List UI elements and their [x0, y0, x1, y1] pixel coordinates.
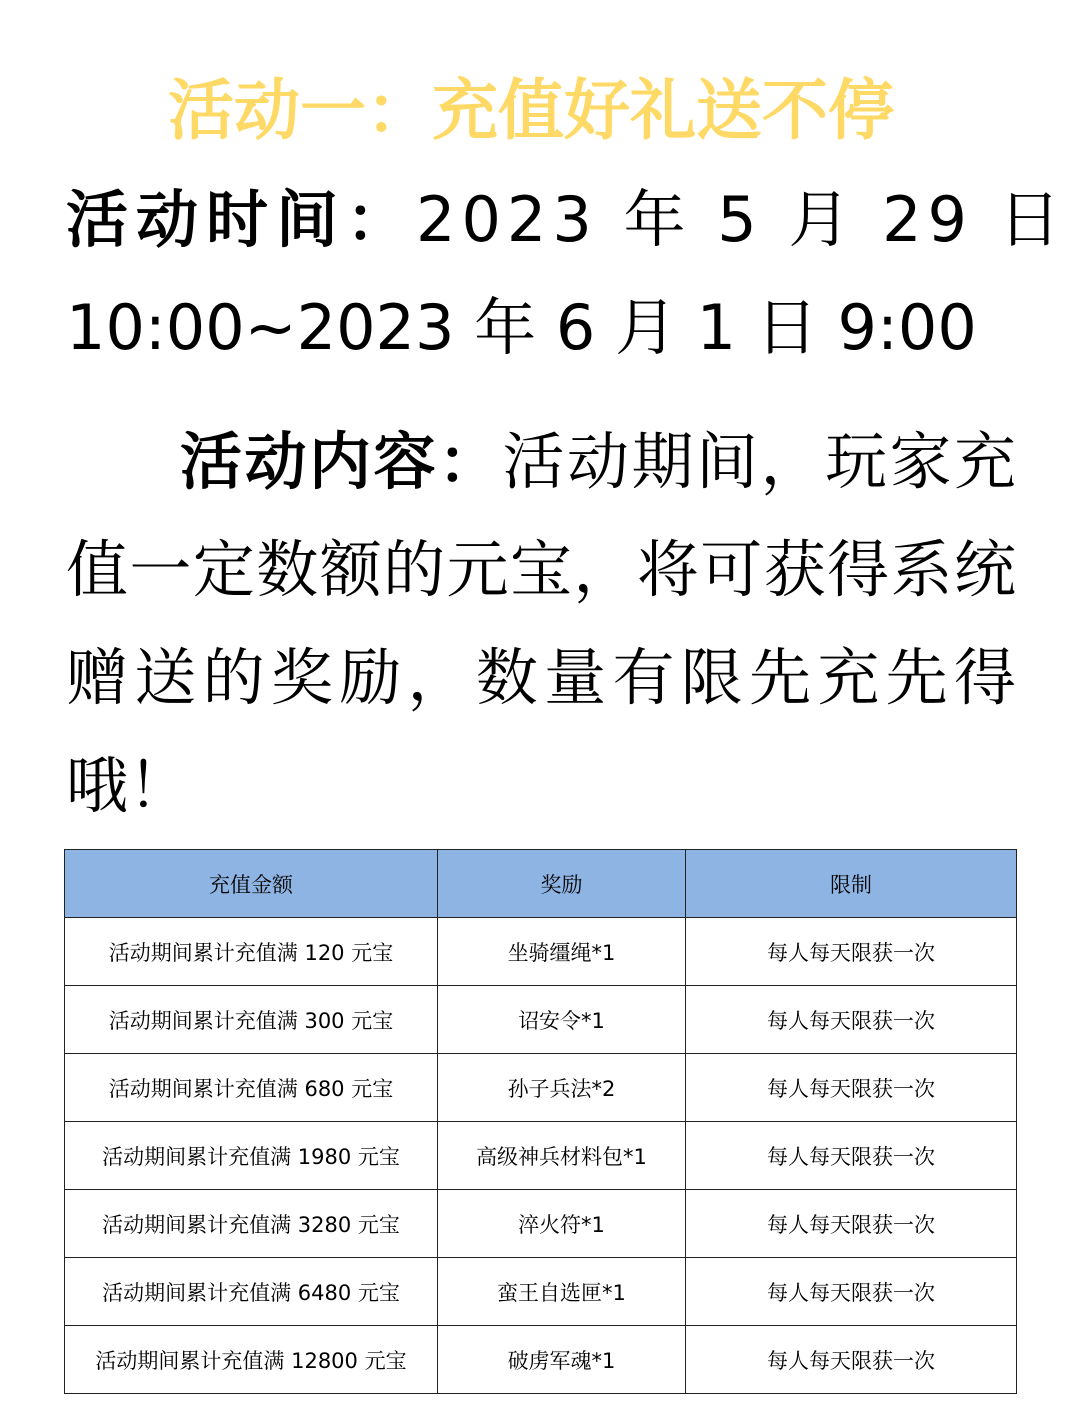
activity-time-label: 活动时间： — [66, 183, 417, 256]
cell-limit: 每人每天限获一次 — [686, 1326, 1017, 1394]
cell-reward: 孙子兵法*2 — [438, 1054, 686, 1122]
activity-time-line-1 — [66, 180, 1067, 260]
rewards-table — [64, 849, 1017, 1394]
cell-recharge-amount: 活动期间累计充值满 12800 元宝 — [65, 1326, 438, 1394]
cell-recharge-amount: 活动期间累计充值满 6480 元宝 — [65, 1258, 438, 1326]
cell-recharge-amount: 活动期间累计充值满 3280 元宝 — [65, 1190, 438, 1258]
table-row — [65, 1054, 1017, 1122]
page-title: 活动一：充值好礼送不停 — [168, 72, 894, 149]
cell-recharge-amount: 活动期间累计充值满 300 元宝 — [65, 986, 438, 1054]
table-row — [65, 918, 1017, 986]
cell-limit: 每人每天限获一次 — [686, 1190, 1017, 1258]
table-row — [65, 986, 1017, 1054]
cell-limit: 每人每天限获一次 — [686, 1258, 1017, 1326]
header-reward: 奖励 — [438, 850, 686, 918]
cell-reward: 坐骑缰绳*1 — [438, 918, 686, 986]
cell-reward: 蛮王自选匣*1 — [438, 1258, 686, 1326]
table-row — [65, 1326, 1017, 1394]
cell-reward: 高级神兵材料包*1 — [438, 1122, 686, 1190]
cell-limit: 每人每天限获一次 — [686, 1122, 1017, 1190]
cell-recharge-amount: 活动期间累计充值满 680 元宝 — [65, 1054, 438, 1122]
table-row — [65, 1190, 1017, 1258]
cell-reward: 淬火符*1 — [438, 1190, 686, 1258]
header-limit: 限制 — [686, 850, 1017, 918]
activity-time-start: 2023 年 5 月 29 日 — [416, 183, 1067, 256]
activity-time-line-2: 10:00~2023 年 6 月 1 日 9:00 — [66, 291, 977, 364]
activity-content-paragraph — [66, 408, 1016, 840]
table-row — [65, 1122, 1017, 1190]
activity-content-label: 活动内容： — [180, 425, 503, 498]
cell-limit: 每人每天限获一次 — [686, 918, 1017, 986]
cell-limit: 每人每天限获一次 — [686, 1054, 1017, 1122]
activity-content-text: 活动期间，玩家充值一定数额的元宝，将可获得系统赠送的奖励，数量有限先充先得哦！ — [66, 425, 1016, 822]
cell-recharge-amount: 活动期间累计充值满 120 元宝 — [65, 918, 438, 986]
header-recharge-amount: 充值金额 — [65, 850, 438, 918]
cell-recharge-amount: 活动期间累计充值满 1980 元宝 — [65, 1122, 438, 1190]
table-header-row — [65, 850, 1017, 918]
cell-limit: 每人每天限获一次 — [686, 986, 1017, 1054]
cell-reward: 破虏军魂*1 — [438, 1326, 686, 1394]
table-row — [65, 1258, 1017, 1326]
cell-reward: 诏安令*1 — [438, 986, 686, 1054]
